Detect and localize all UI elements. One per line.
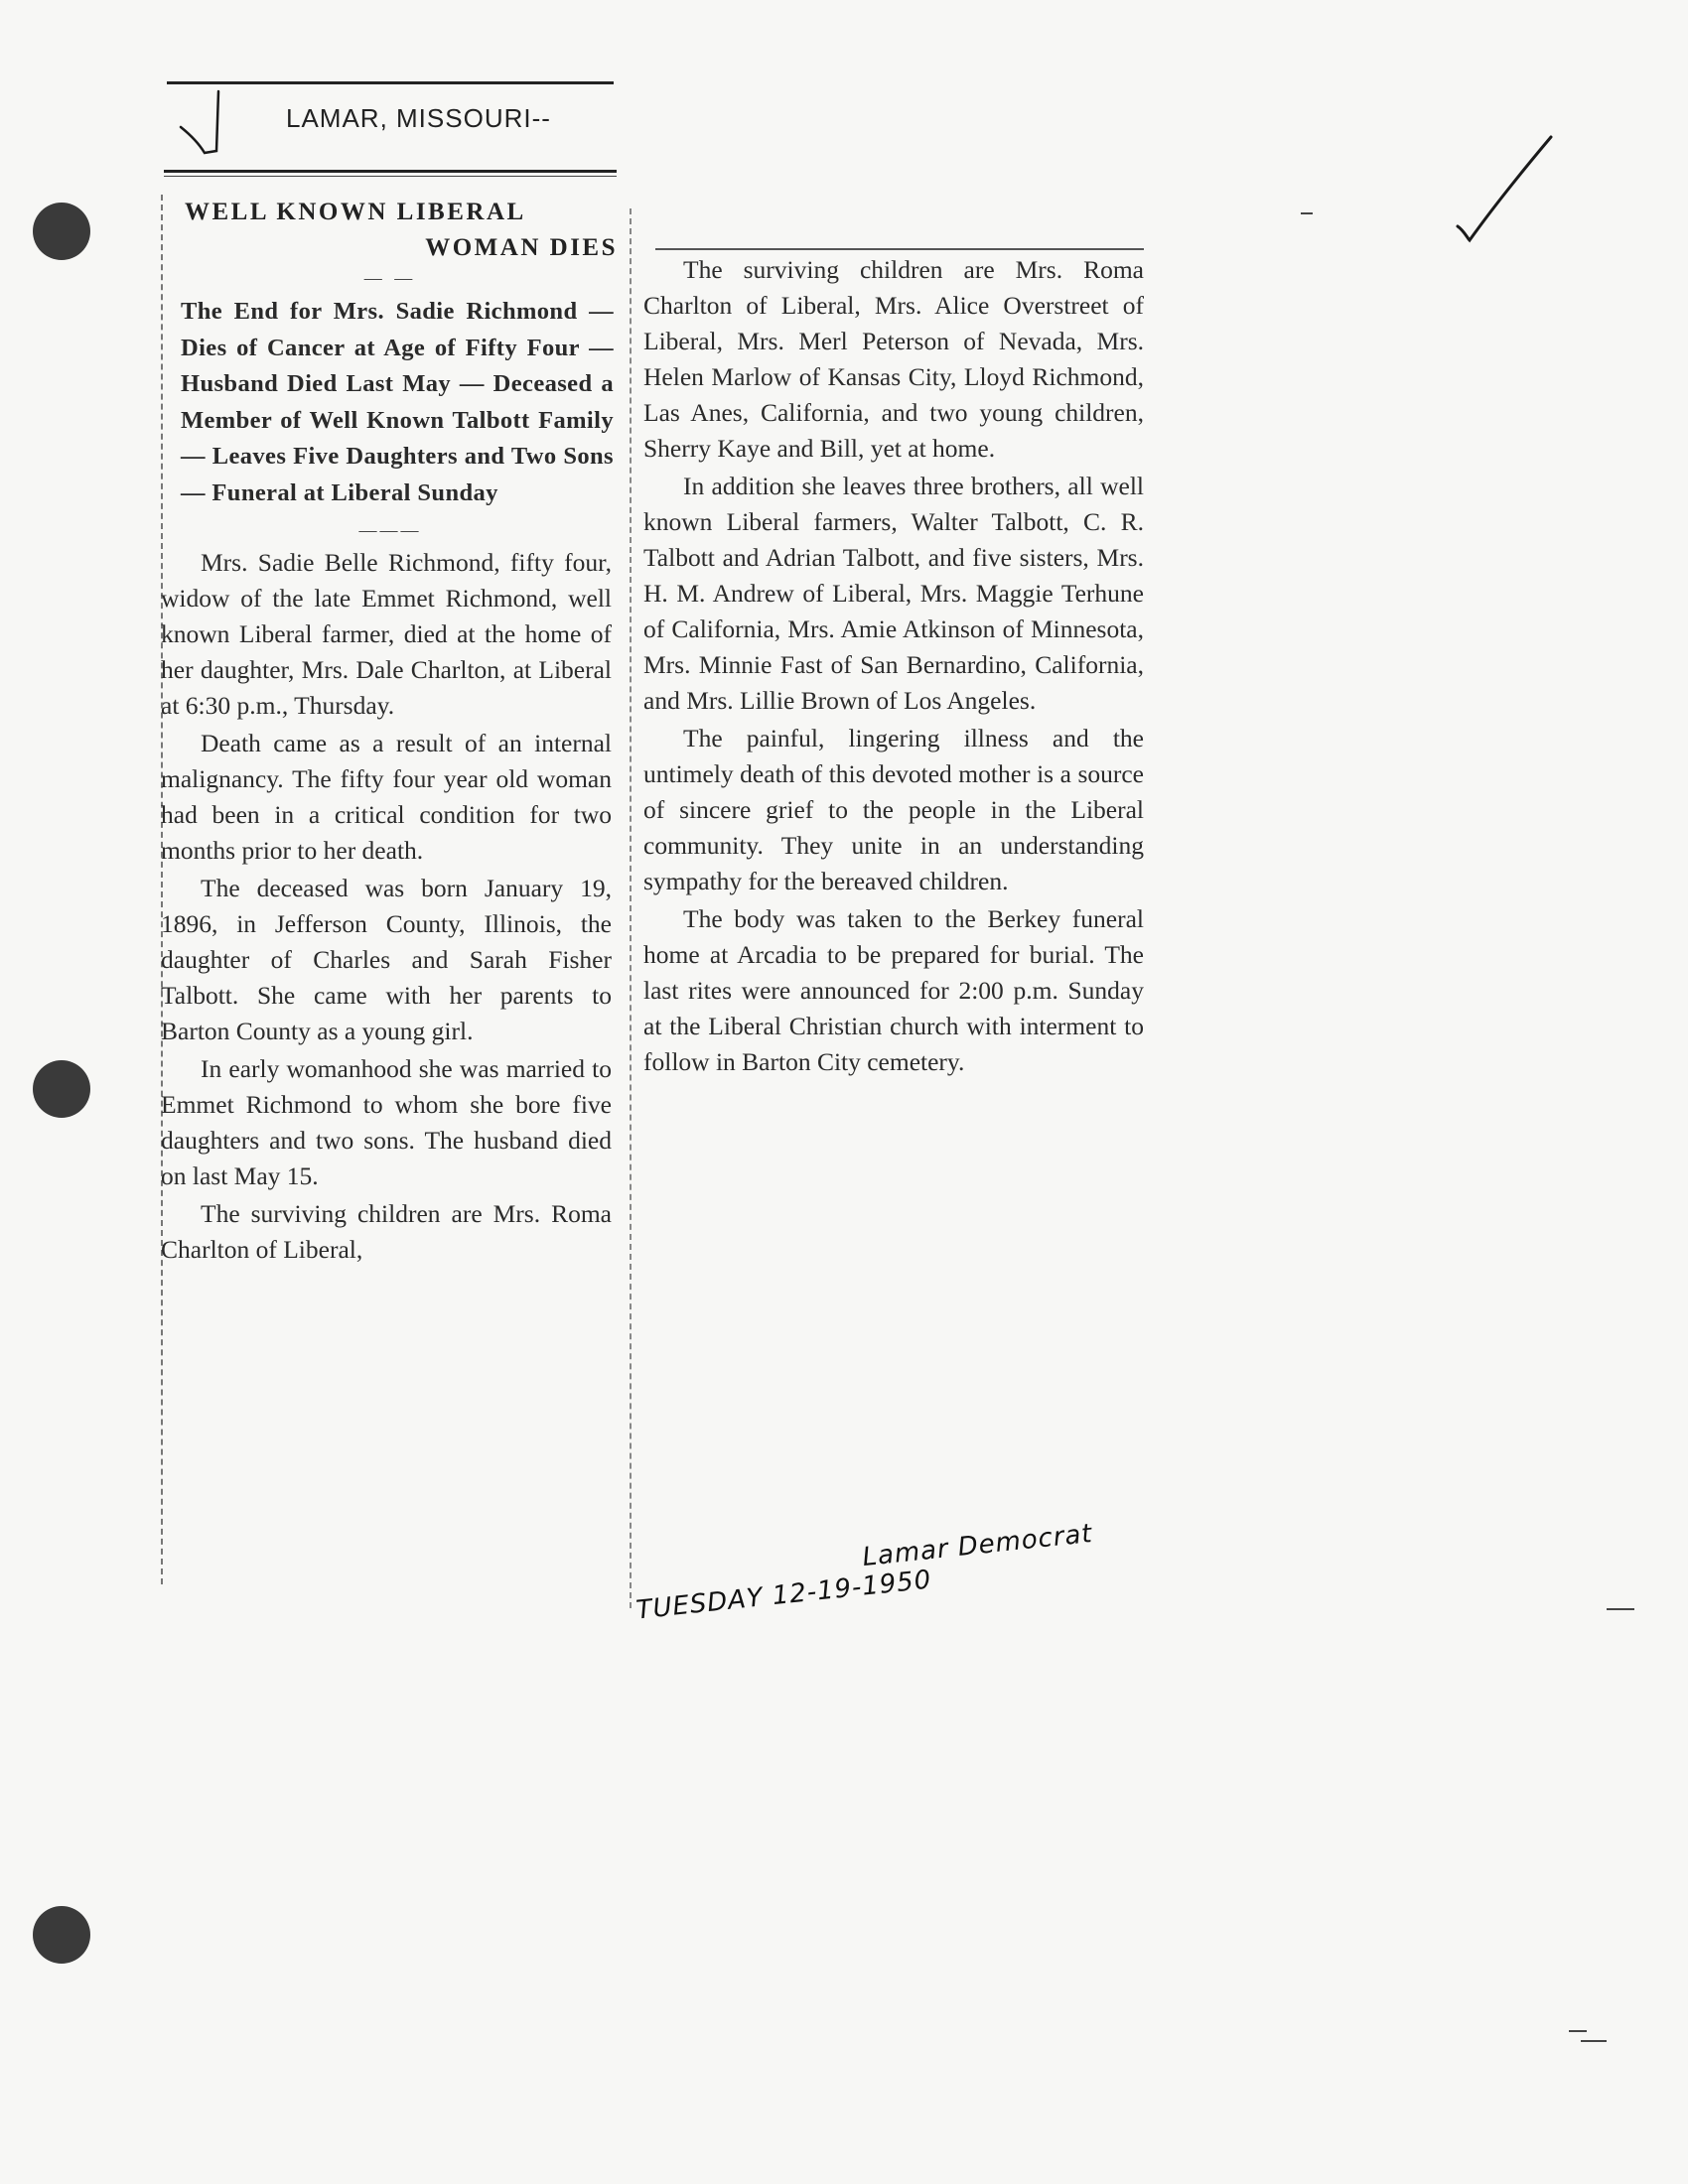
paragraph: The painful, lingering illness and the untimely death of this devoted mother is a source of sincere grief to the people in the Liberal community. They unite in an understanding sympathy for the bereaved children. bbox=[643, 724, 1144, 895]
handwritten-date: TUESDAY 12-19-1950 bbox=[634, 1565, 933, 1626]
article-column-1 bbox=[161, 195, 620, 1268]
header-rule bbox=[164, 176, 617, 177]
paragraph: In addition she leaves three brothers, all well known Liberal farmers, Walter Talbott, C. R. Talbott and Adrian Talbott, and five sisters, Mrs. H. M. Andrew of Liberal, Mrs. Maggie Terhune of California, Mrs. Amie Atkinson of Minnesota, Mrs. Minnie Fast of San Bernardino, California, and Mrs. Lillie Brown of Los Angeles. bbox=[643, 472, 1144, 715]
dateline: LAMAR, MISSOURI-- bbox=[286, 103, 551, 133]
column-rule bbox=[655, 248, 1144, 250]
separator: ——— bbox=[358, 520, 422, 540]
binder-hole-top bbox=[33, 203, 90, 260]
paragraph: Mrs. Sadie Belle Richmond, fifty four, widow of the late Emmet Richmond, well known Liberal farmer, died at the home of her daughter, Mrs. Dale Charlton, at Liberal at 6:30 p.m., Thursday. bbox=[161, 548, 612, 720]
check-mark-icon bbox=[1450, 135, 1569, 254]
scan-mark bbox=[1607, 1608, 1634, 1610]
paragraph: The deceased was born January 19, 1896, in Jefferson County, Illinois, the daughter of Charles and Sarah Fisher Talbott. She came with her parents to Barton County as a young girl. bbox=[161, 874, 612, 1045]
header-rule bbox=[164, 170, 617, 173]
headline-line-2: WOMAN DIES bbox=[425, 234, 618, 261]
column-border bbox=[630, 208, 632, 1608]
paragraph: In early womanhood she was married to Emmet Richmond to whom she bore five daughters and two sons. The husband died on last May 15. bbox=[161, 1054, 612, 1190]
check-mark-icon bbox=[177, 83, 256, 163]
paragraph: The surviving children are Mrs. Roma Charlton of Liberal, Mrs. Alice Overstreet of Liberal, Mrs. Merl Peterson of Nevada, Mrs. Helen Marlow of Kansas City, Lloyd Richmond, Las Anes, California, and two young children, Sherry Kaye and Bill, yet at home. bbox=[643, 255, 1144, 463]
scan-mark bbox=[1581, 2040, 1607, 2042]
paragraph: The surviving children are Mrs. Roma Charlton of Liberal, bbox=[161, 1199, 612, 1264]
paragraph: The body was taken to the Berkey funeral home at Arcadia to be prepared for burial. The last rites were announced for 2:00 p.m. Sunday at the Liberal Christian church with interment to follow in Barton City cemetery. bbox=[643, 904, 1144, 1076]
handwritten-source: Lamar Democrat bbox=[861, 1518, 1094, 1573]
scan-mark bbox=[1301, 212, 1313, 214]
paragraph: Death came as a result of an internal malignancy. The fifty four year old woman had been in a critical condition for two months prior to her death. bbox=[161, 729, 612, 865]
headline-line-1: WELL KNOWN LIBERAL bbox=[185, 199, 526, 225]
binder-hole-middle bbox=[33, 1060, 90, 1118]
headline-deck: The End for Mrs. Sadie Richmond — Dies of Cancer at Age of Fifty Four — Husband Died Last May — Deceased a Member of Well Known Talbott Family — Leaves Five Daughters and Two Sons — Funeral at Liberal Sunday bbox=[181, 298, 614, 506]
binder-hole-bottom bbox=[33, 1906, 90, 1964]
separator: — — bbox=[363, 268, 417, 288]
article-column-2 bbox=[643, 252, 1144, 1080]
scan-mark bbox=[1569, 2030, 1587, 2032]
